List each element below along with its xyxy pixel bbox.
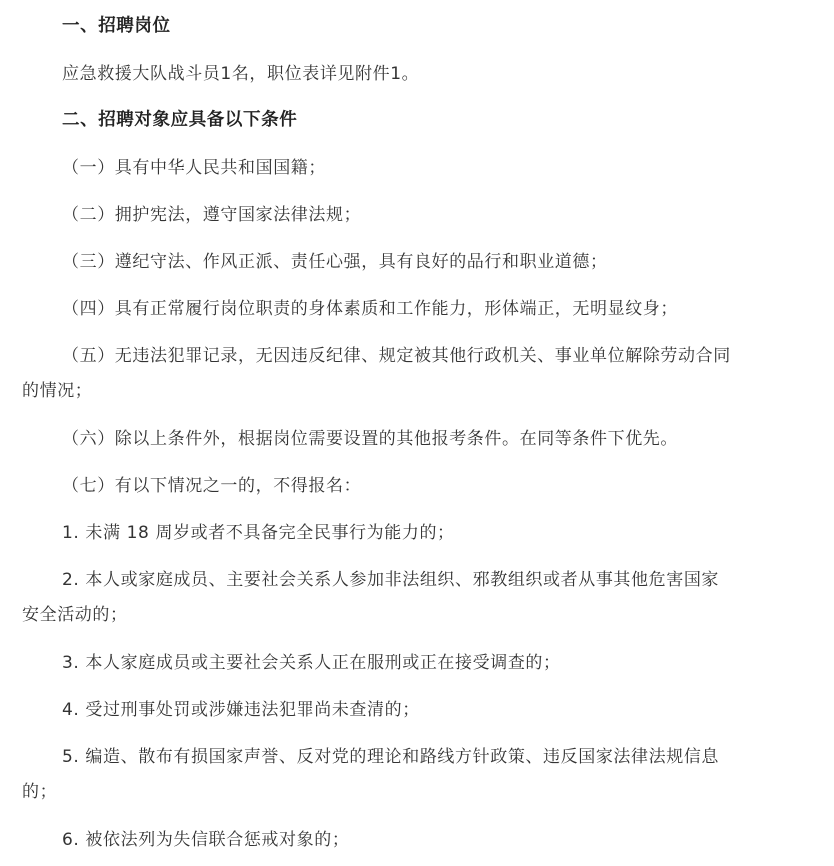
requirement-item: （一）具有中华人民共和国国籍；: [62, 158, 326, 178]
section-heading-positions: 一、招聘岗位: [62, 16, 171, 36]
section-heading-requirements: 二、招聘对象应具备以下条件: [62, 110, 298, 130]
requirement-item: （三）遵纪守法、作风正派、责任心强，具有良好的品行和职业道德；: [62, 252, 608, 272]
disqualification-item: 3. 本人家庭成员或主要社会关系人正在服刑或正在接受调查的；: [62, 653, 561, 673]
positions-description: 应急救援大队战斗员1名，职位表详见附件1。: [62, 64, 420, 84]
requirement-item: （二）拥护宪法，遵守国家法律法规；: [62, 205, 362, 225]
requirement-item: （五）无违法犯罪记录，无因违反纪律、规定被其他行政机关、事业单位解除劳动合同: [62, 346, 731, 366]
disqualification-item: 1. 未满 18 周岁或者不具备完全民事行为能力的；: [62, 523, 455, 543]
disqualification-item: 4. 受过刑事处罚或涉嫌违法犯罪尚未查清的；: [62, 700, 420, 720]
requirement-item: （四）具有正常履行岗位职责的身体素质和工作能力，形体端正，无明显纹身；: [62, 299, 678, 319]
disqualification-item: 5. 编造、散布有损国家声誉、反对党的理论和路线方针政策、违反国家法律法规信息: [62, 747, 720, 767]
disqualification-item: 2. 本人或家庭成员、主要社会关系人参加非法组织、邪教组织或者从事其他危害国家: [62, 570, 720, 590]
disqualification-item-continuation: 的；: [22, 782, 58, 802]
requirement-item-continuation: 的情况；: [22, 381, 93, 401]
disqualification-item: 6. 被依法列为失信联合惩戒对象的；: [62, 830, 350, 850]
requirement-item: （七）有以下情况之一的，不得报名：: [62, 476, 362, 496]
disqualification-item-continuation: 安全活动的；: [22, 605, 128, 625]
requirement-item: （六）除以上条件外，根据岗位需要设置的其他报考条件。在同等条件下优先。: [62, 429, 678, 449]
